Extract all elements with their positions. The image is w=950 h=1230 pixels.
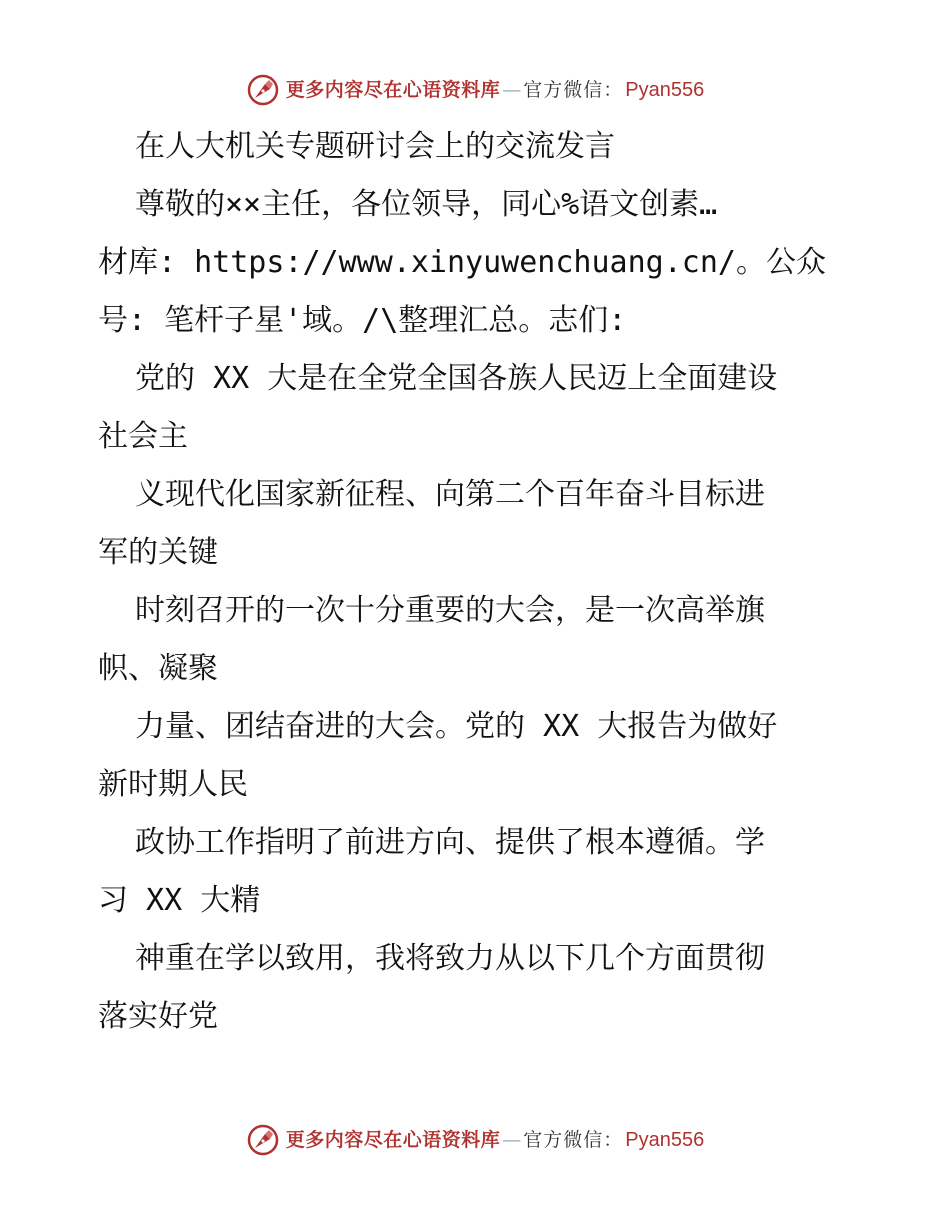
text-line: 材库: https://www.xinyuwenchuang.cn/。公众: [98, 245, 826, 280]
text-line: 神重在学以致用，我将致力从以下几个方面贯彻: [135, 941, 765, 976]
text-line: 社会主: [98, 419, 188, 454]
text-line: 军的关键: [98, 535, 218, 570]
text-line: 习 XX 大精: [98, 883, 261, 918]
banner-title: 更多内容尽在心语资料库: [285, 1128, 501, 1151]
text-line: 帜、凝聚: [98, 651, 218, 686]
text-line: 新时期人民: [98, 767, 248, 802]
text-line: 政协工作指明了前进方向、提供了根本遵循。学: [135, 825, 765, 860]
text-line: 号: 笔杆子星'域。/\整理汇总。志们:: [98, 303, 627, 338]
pen-nib-logo-icon: [246, 1123, 280, 1157]
banner-wechat-label: 官方微信：: [523, 1128, 624, 1151]
banner-title: 更多内容尽在心语资料库: [285, 78, 501, 101]
banner-wechat-id: Pyan556: [625, 1129, 705, 1151]
text-line: 义现代化国家新征程、向第二个百年奋斗目标进: [135, 477, 765, 512]
document-title: 在人大机关专题研讨会上的交流发言: [135, 129, 615, 164]
banner-dash: —: [502, 78, 522, 101]
banner-dash: —: [502, 1128, 522, 1151]
banner-wechat-label: 官方微信：: [523, 78, 624, 101]
text-line: 党的 XX 大是在全党全国各族人民迈上全面建设: [135, 361, 778, 396]
banner-wechat-id: Pyan556: [625, 79, 705, 101]
text-line: 时刻召开的一次十分重要的大会，是一次高举旗: [135, 593, 765, 628]
pen-nib-logo-icon: [246, 73, 280, 107]
document-body: [98, 118, 858, 1046]
text-line: 落实好党: [98, 999, 218, 1034]
text-line: 力量、团结奋进的大会。党的 XX 大报告为做好: [135, 709, 778, 744]
header-watermark-banner: [0, 70, 950, 110]
text-line: 尊敬的××主任，各位领导，同心%语文创素…: [135, 187, 718, 222]
footer-watermark-banner: [0, 1120, 950, 1160]
